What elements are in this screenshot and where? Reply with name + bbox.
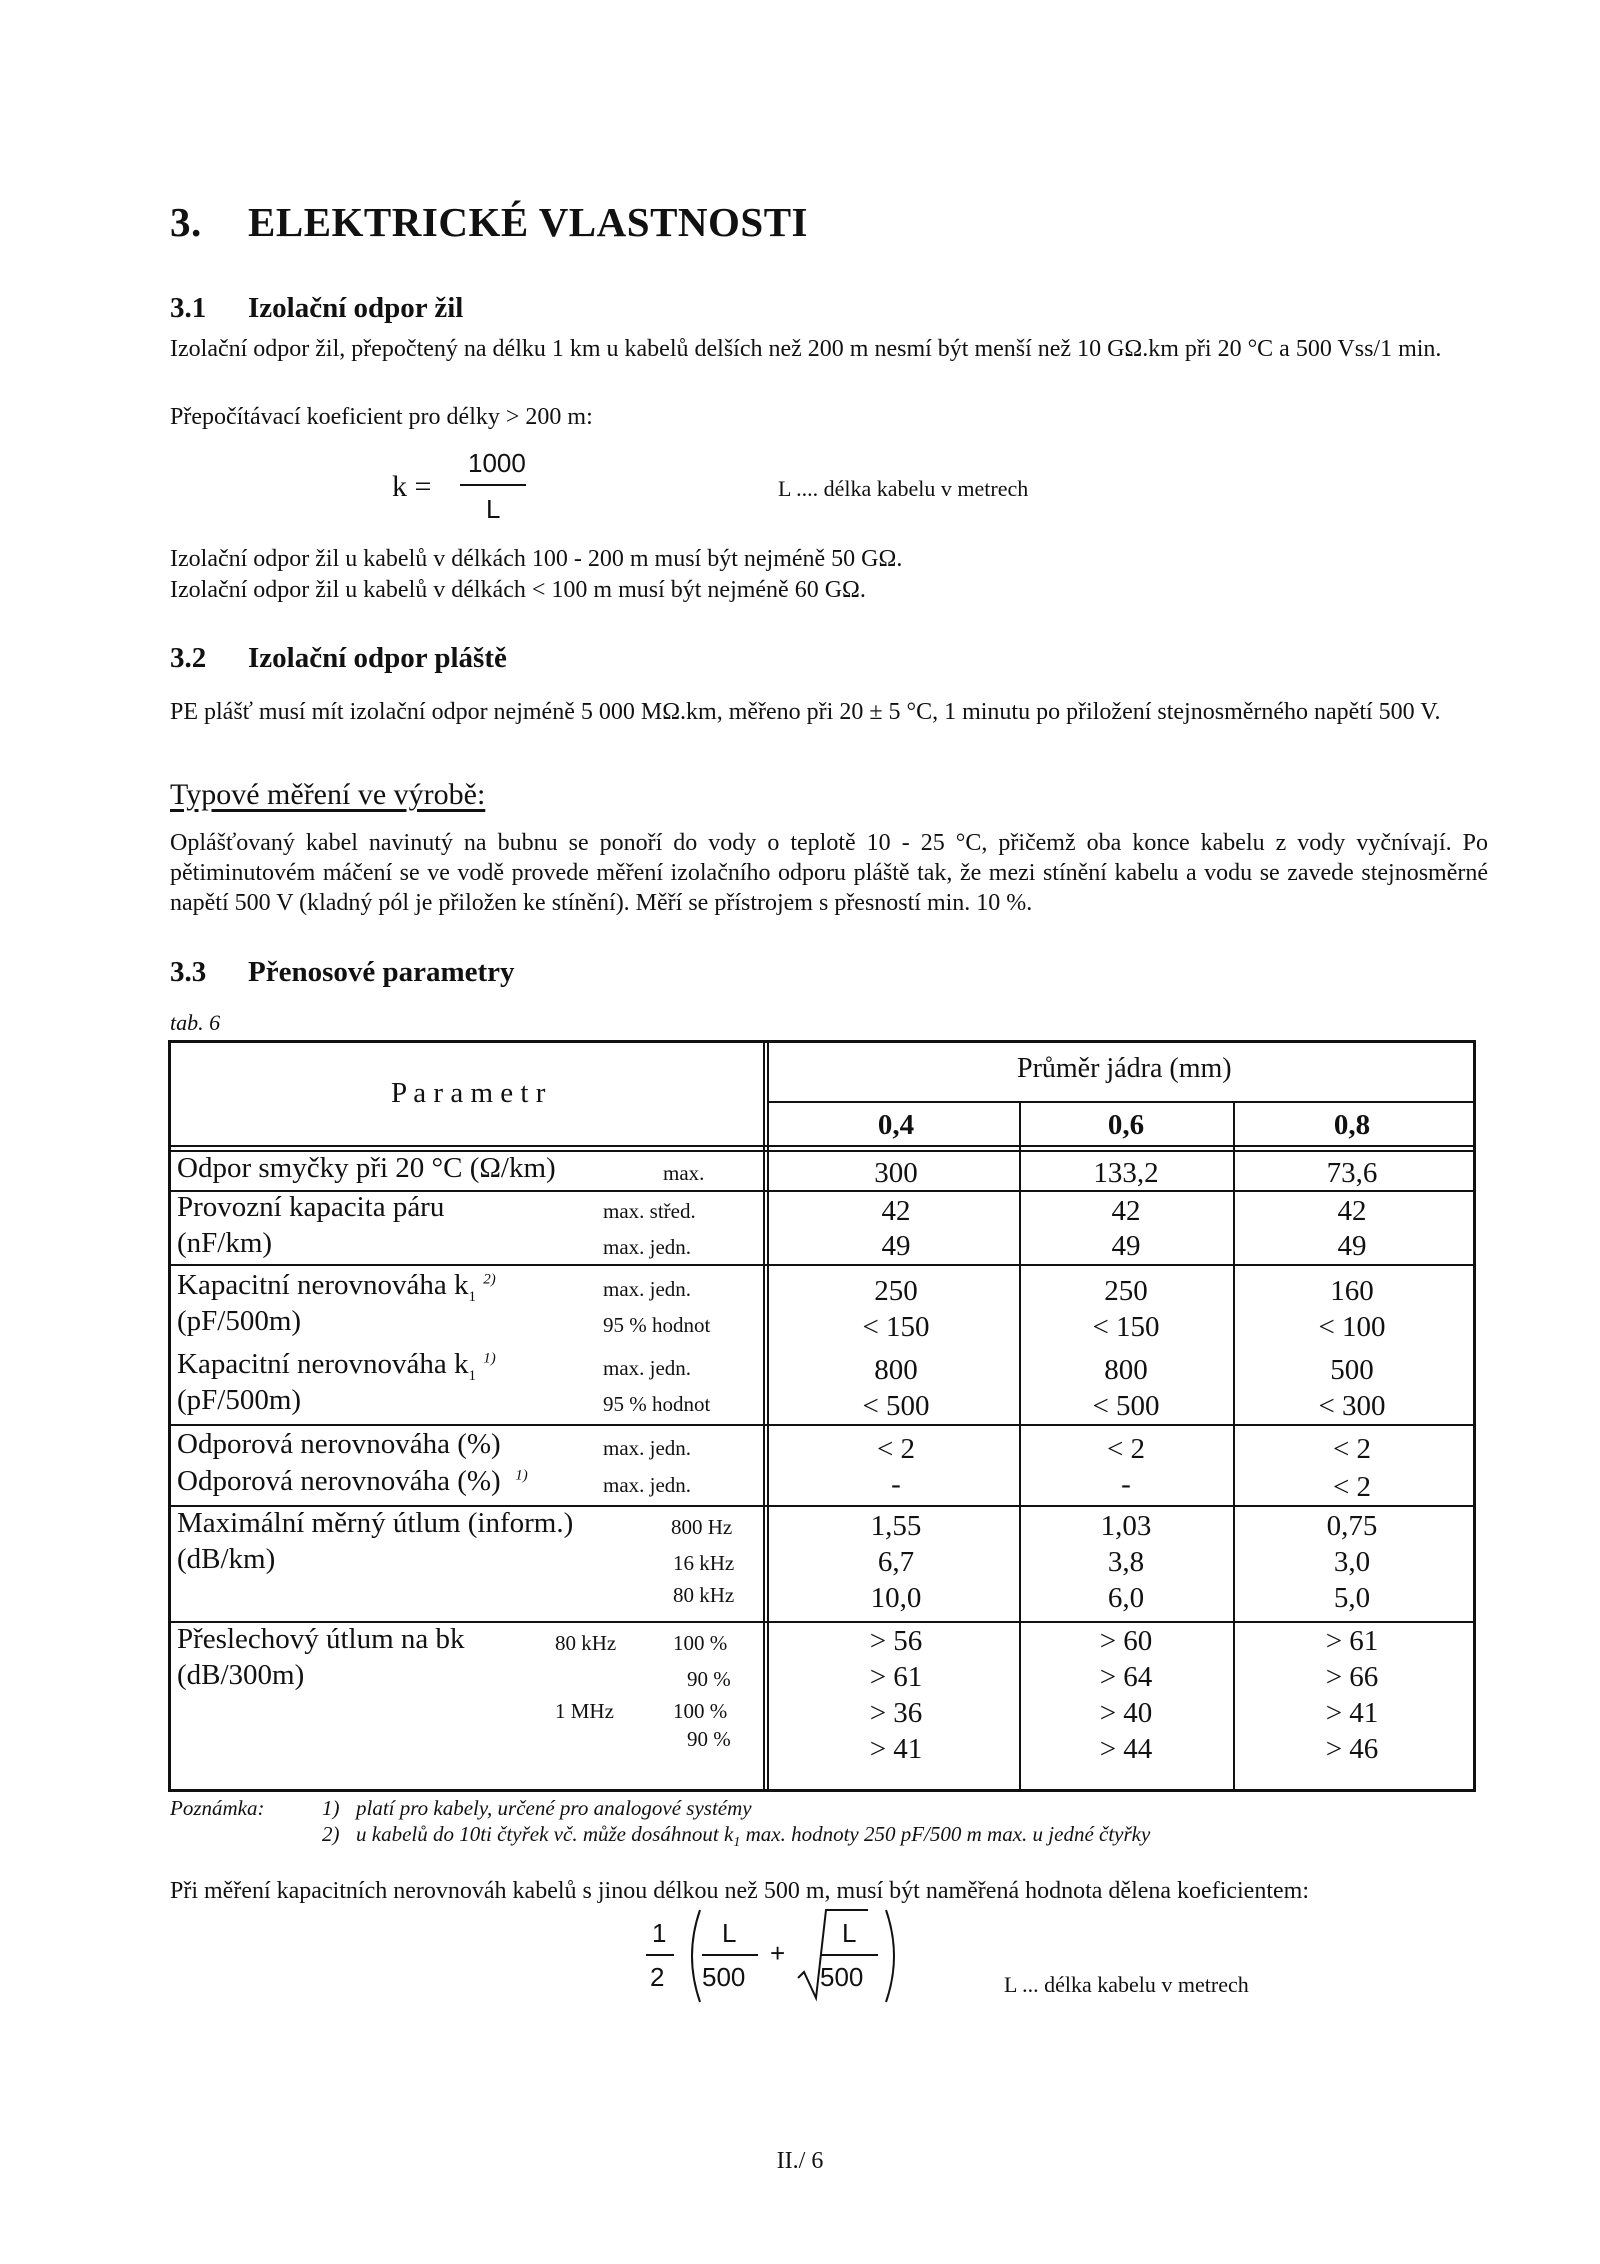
fraction-bar xyxy=(646,1954,674,1956)
table-cell: 42 xyxy=(881,1195,911,1227)
table-cell: > 44 xyxy=(1099,1733,1153,1765)
row-qualifier: 80 kHz xyxy=(673,1583,735,1607)
table-cell: < 2 xyxy=(876,1433,916,1465)
table-divider xyxy=(767,1043,769,1789)
diameter-header: Průměr jádra (mm) xyxy=(1017,1053,1232,1084)
table-cell: < 500 xyxy=(1092,1390,1160,1422)
row-label: Přeslechový útlum na bk xyxy=(177,1623,465,1655)
row-label: Odpor smyčky při 20 °C (Ω/km) xyxy=(177,1152,556,1184)
row-qualifier: max. jedn. xyxy=(603,1356,692,1380)
subsection-3-3-heading: 3.3 Přenosové parametry xyxy=(170,956,515,988)
percent-label: 90 % xyxy=(687,1667,731,1691)
note-text: u kabelů do 10ti čtyřek vč. může dosáhnout $k_1$ max. hodnoty 250 pF/500 m max. u jedné čtyřky xyxy=(356,1822,1151,1851)
table-cell: < 2 xyxy=(1332,1433,1372,1465)
table-cell: 73,6 xyxy=(1326,1157,1378,1189)
subsection-3-1-heading: 3.1 Izolační odpor žil xyxy=(170,292,464,324)
section-heading xyxy=(170,198,808,246)
subsection-3-2-heading: 3.2 Izolační odpor pláště xyxy=(170,642,507,674)
note-number: 1) xyxy=(322,1796,340,1820)
table-cell: 250 xyxy=(874,1275,918,1307)
table-cell: > 61 xyxy=(869,1661,923,1693)
table-cell: 6,0 xyxy=(1107,1582,1145,1614)
subheading: Typové měření ve výrobě: xyxy=(170,778,486,811)
percent-label: 100 % xyxy=(673,1699,728,1723)
table-cell: 10,0 xyxy=(870,1582,922,1614)
formula-two: 2 xyxy=(650,1962,665,1992)
table-cell: 800 xyxy=(1104,1354,1148,1386)
fraction-bar xyxy=(702,1954,758,1956)
frequency-label: 80 kHz xyxy=(555,1631,617,1655)
table-cell: < 150 xyxy=(862,1311,930,1343)
right-paren-icon xyxy=(882,1908,906,2004)
row-label: (dB/km) xyxy=(177,1543,276,1575)
table-cell: 1,55 xyxy=(870,1510,922,1542)
paragraph: PE plášť musí mít izolační odpor nejméně 5 000 MΩ.km, měřeno při 20 ± 5 °C, 1 minutu po přiložení stejnosměrného napětí 500 V. xyxy=(170,699,1441,725)
formula-note: L ... délka kabelu v metrech xyxy=(1004,1972,1249,1997)
percent-label: 100 % xyxy=(673,1631,728,1655)
table-cell: 49 xyxy=(881,1230,911,1262)
paragraph: Při měření kapacitních nerovnováh kabelů s jinou délkou než 500 m, musí být naměřená hodnota dělena koeficientem: xyxy=(170,1878,1309,1904)
table-cell: 42 xyxy=(1111,1195,1141,1227)
paragraph: Přepočítávací koeficient pro délky > 200 m: xyxy=(170,404,593,430)
formula-numerator: 1000 xyxy=(468,448,526,478)
table-label: tab. 6 xyxy=(170,1010,221,1035)
table-divider xyxy=(171,1145,1473,1147)
table-cell: 6,7 xyxy=(877,1546,915,1578)
section-number: 3. xyxy=(170,199,202,245)
table-cell: < 100 xyxy=(1318,1311,1386,1343)
row-label: Provozní kapacita páru xyxy=(177,1191,445,1223)
table-cell: > 36 xyxy=(869,1697,923,1729)
table-cell: 133,2 xyxy=(1093,1157,1159,1189)
notes-label: Poznámka: xyxy=(170,1796,265,1820)
table-cell: 5,0 xyxy=(1333,1582,1371,1614)
column-header: 0,8 xyxy=(1333,1109,1371,1141)
fraction-bar xyxy=(460,484,526,486)
row-qualifier: max. jedn. xyxy=(603,1277,692,1301)
row-qualifier: 16 kHz xyxy=(673,1551,735,1575)
formula-L: L xyxy=(842,1918,857,1948)
row-label: (dB/300m) xyxy=(177,1659,305,1691)
parameters-table xyxy=(168,1040,1476,1792)
row-label: (pF/500m) xyxy=(177,1305,302,1337)
param-header: P a r a m e t r xyxy=(391,1077,546,1109)
row-label: Odporová nerovnováha (%) $^{1)}$ xyxy=(177,1465,528,1497)
percent-label: 90 % xyxy=(687,1727,731,1751)
table-cell: 1,03 xyxy=(1100,1510,1152,1542)
left-paren-icon xyxy=(680,1908,704,2004)
table-cell: 3,0 xyxy=(1333,1546,1371,1578)
table-cell: > 61 xyxy=(1325,1625,1379,1657)
table-divider xyxy=(767,1101,1473,1103)
table-divider xyxy=(171,1264,1473,1266)
formula-500: 500 xyxy=(702,1962,746,1992)
table-cell: 300 xyxy=(874,1157,918,1189)
paragraph: Izolační odpor žil u kabelů v délkách < 100 m musí být nejméně 60 GΩ. xyxy=(170,577,866,603)
column-header: 0,6 xyxy=(1107,1109,1145,1141)
paragraph: Izolační odpor žil u kabelů v délkách 100 - 200 m musí být nejméně 50 GΩ. xyxy=(170,546,903,572)
formula-plus: + xyxy=(770,1938,786,1968)
table-cell: < 150 xyxy=(1092,1311,1160,1343)
table-cell: > 41 xyxy=(1325,1697,1379,1729)
row-qualifier: 95 % hodnot xyxy=(603,1313,711,1337)
paragraph: Izolační odpor žil, přepočtený na délku 1 km u kabelů delších než 200 m nesmí být menší než 10 GΩ.km při 20 °C a 500 Vss/1 min. xyxy=(170,336,1442,362)
table-cell: < 2 xyxy=(1106,1433,1146,1465)
row-label: (pF/500m) xyxy=(177,1384,302,1416)
formula-one: 1 xyxy=(652,1918,667,1948)
paragraph: Oplášťovaný kabel navinutý na bubnu se ponoří do vody o teplotě 10 - 25 °C, přičemž oba konce kabelu z vody vyčnívají. Po pětiminutovém máčení se ve vodě provede měření izolačního odporu pláště tak, že mezi stínění kabelu a vodu se zavede stejnosměrné napětí 500 V (kladný pól je přiložen ke stínění). Měří se přístrojem s přesností min. 10 %. xyxy=(170,830,1488,916)
table-cell: 3,8 xyxy=(1107,1546,1145,1578)
table-cell: > 66 xyxy=(1325,1661,1379,1693)
row-qualifier: 95 % hodnot xyxy=(603,1392,711,1416)
row-label: Maximální měrný útlum (inform.) xyxy=(177,1507,574,1539)
table-cell: > 60 xyxy=(1099,1625,1153,1657)
section-title: ELEKTRICKÉ VLASTNOSTI xyxy=(248,199,809,245)
table-cell: - xyxy=(1121,1468,1131,1500)
table-cell: 800 xyxy=(874,1354,918,1386)
fraction-bar xyxy=(820,1954,878,1956)
row-label: (nF/km) xyxy=(177,1227,273,1259)
row-label: Kapacitní nerovnováha $k_1$ $^{2)}$ xyxy=(177,1269,496,1305)
note-number: 2) xyxy=(322,1822,340,1846)
formula-denominator: L xyxy=(486,494,501,524)
formula-note: L .... délka kabelu v metrech xyxy=(778,476,1029,501)
note-text: platí pro kabely, určené pro analogové systémy xyxy=(356,1796,752,1820)
row-qualifier: max. střed. xyxy=(603,1199,696,1223)
column-header: 0,4 xyxy=(877,1109,915,1141)
formula-500: 500 xyxy=(820,1962,864,1992)
formula-lhs: k = xyxy=(392,470,432,503)
frequency-label: 1 MHz xyxy=(555,1699,614,1723)
table-cell: 250 xyxy=(1104,1275,1148,1307)
row-label: Kapacitní nerovnováha $k_1$ $^{1)}$ xyxy=(177,1348,496,1384)
table-cell: > 41 xyxy=(869,1733,923,1765)
row-qualifier: max. xyxy=(663,1161,705,1185)
table-cell: 49 xyxy=(1111,1230,1141,1262)
table-divider xyxy=(171,1424,1473,1426)
page-number: II./ 6 xyxy=(776,2148,824,2174)
table-cell: 160 xyxy=(1330,1275,1374,1307)
table-cell: < 300 xyxy=(1318,1390,1386,1422)
formula-L: L xyxy=(722,1918,737,1948)
row-qualifier: max. jedn. xyxy=(603,1235,692,1259)
table-divider xyxy=(763,1043,765,1789)
table-cell: 42 xyxy=(1337,1195,1367,1227)
table-cell: < 500 xyxy=(862,1390,930,1422)
table-cell: 500 xyxy=(1330,1354,1374,1386)
table-cell: < 2 xyxy=(1332,1471,1372,1503)
table-cell: 49 xyxy=(1337,1230,1367,1262)
table-cell: > 40 xyxy=(1099,1697,1153,1729)
row-qualifier: 800 Hz xyxy=(671,1515,733,1539)
table-cell: > 64 xyxy=(1099,1661,1153,1693)
table-cell: > 46 xyxy=(1325,1733,1379,1765)
table-cell: > 56 xyxy=(869,1625,923,1657)
row-label: Odporová nerovnováha (%) xyxy=(177,1428,501,1460)
table-cell: - xyxy=(891,1468,901,1500)
row-qualifier: max. jedn. xyxy=(603,1436,692,1460)
row-qualifier: max. jedn. xyxy=(603,1473,692,1497)
table-cell: 0,75 xyxy=(1326,1510,1378,1542)
